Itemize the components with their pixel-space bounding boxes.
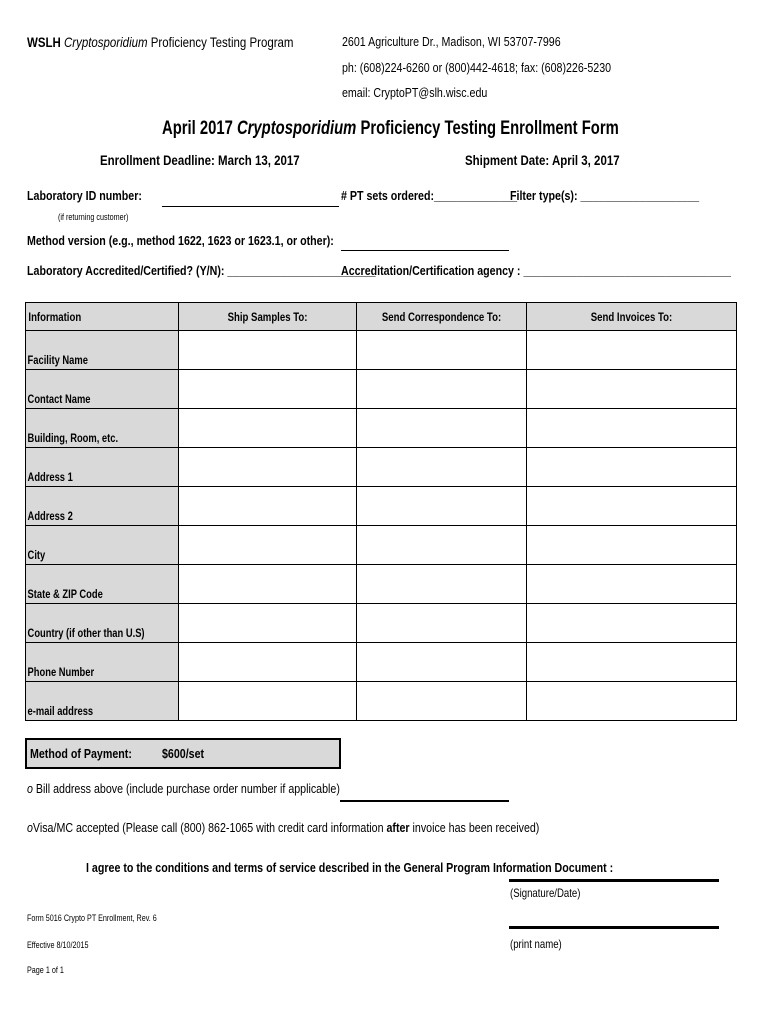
table-row bbox=[26, 409, 737, 448]
input-cell[interactable] bbox=[179, 565, 357, 604]
input-cell[interactable] bbox=[179, 526, 357, 565]
input-cell[interactable] bbox=[527, 643, 737, 682]
input-cell[interactable] bbox=[357, 643, 527, 682]
org-name: WSLH bbox=[27, 34, 61, 50]
org-italic: Cryptosporidium bbox=[63, 34, 148, 50]
row-label: State & ZIP Code bbox=[26, 565, 179, 604]
agency-field[interactable]: Accreditation/Certification agency : ___________________________________ bbox=[341, 263, 731, 278]
input-cell[interactable] bbox=[357, 370, 527, 409]
table-row bbox=[26, 370, 737, 409]
table-row bbox=[26, 331, 737, 370]
header-send-correspondence: Send Correspondence To: bbox=[357, 303, 527, 331]
header-ship-samples: Ship Samples To: bbox=[179, 303, 357, 331]
table-row bbox=[26, 604, 737, 643]
payment-price: $600/set bbox=[162, 746, 205, 761]
input-cell[interactable] bbox=[357, 409, 527, 448]
accredited-field[interactable]: Laboratory Accredited/Certified? (Y/N): _________________________ bbox=[27, 263, 376, 278]
payment-option-bill[interactable] bbox=[27, 781, 340, 796]
payment-label: Method of Payment: bbox=[30, 746, 132, 761]
input-cell[interactable] bbox=[179, 643, 357, 682]
input-cell[interactable] bbox=[357, 448, 527, 487]
option-card-text-a: Visa/MC accepted (Please call (800) 862-1065 with credit card information bbox=[32, 820, 387, 835]
program-name: Proficiency Testing Program bbox=[150, 34, 294, 50]
input-cell[interactable] bbox=[527, 448, 737, 487]
row-label: City bbox=[26, 526, 179, 565]
input-cell[interactable] bbox=[357, 487, 527, 526]
header-send-invoices: Send Invoices To: bbox=[527, 303, 737, 331]
email-line: email: CryptoPT@slh.wisc.edu bbox=[342, 85, 488, 100]
table-header-row bbox=[26, 303, 737, 331]
option-card-text-b: invoice has been received) bbox=[409, 820, 540, 835]
agreement-text: I agree to the conditions and terms of service described in the General Program Information Document : bbox=[86, 860, 614, 875]
table-row bbox=[26, 487, 737, 526]
table-row bbox=[26, 448, 737, 487]
input-cell[interactable] bbox=[179, 409, 357, 448]
input-cell[interactable] bbox=[527, 370, 737, 409]
input-cell[interactable] bbox=[179, 604, 357, 643]
input-cell[interactable] bbox=[527, 526, 737, 565]
header-information: Information bbox=[26, 303, 179, 331]
address-line: 2601 Agriculture Dr., Madison, WI 53707-7996 bbox=[342, 34, 561, 49]
table-row bbox=[26, 565, 737, 604]
input-cell[interactable] bbox=[527, 331, 737, 370]
input-cell[interactable] bbox=[357, 565, 527, 604]
input-cell[interactable] bbox=[179, 487, 357, 526]
filter-type-field[interactable]: Filter type(s): ____________________ bbox=[510, 188, 700, 203]
input-cell[interactable] bbox=[527, 487, 737, 526]
shipment-date: Shipment Date: April 3, 2017 bbox=[465, 152, 620, 168]
payment-option-card[interactable] bbox=[27, 820, 539, 835]
row-label: Country (if other than U.S) bbox=[26, 604, 179, 643]
option-bill-text: Bill address above (include purchase order number if applicable) bbox=[35, 781, 340, 796]
input-cell[interactable] bbox=[357, 331, 527, 370]
row-label: Phone Number bbox=[26, 643, 179, 682]
input-cell[interactable] bbox=[357, 604, 527, 643]
option-card-bold: after bbox=[386, 820, 410, 835]
pt-sets-field[interactable]: # PT sets ordered:______________ bbox=[341, 188, 518, 203]
row-label: Address 2 bbox=[26, 487, 179, 526]
contact-table bbox=[25, 302, 737, 721]
table-row bbox=[26, 643, 737, 682]
row-label: Building, Room, etc. bbox=[26, 409, 179, 448]
method-version-label: Method version (e.g., method 1622, 1623 or 1623.1, or other): bbox=[27, 233, 334, 248]
input-cell[interactable] bbox=[527, 409, 737, 448]
lab-id-field[interactable] bbox=[162, 206, 339, 207]
enrollment-deadline: Enrollment Deadline: March 13, 2017 bbox=[100, 152, 300, 168]
print-name-label: (print name) bbox=[510, 937, 562, 951]
input-cell[interactable] bbox=[527, 604, 737, 643]
form-number: Form 5016 Crypto PT Enrollment, Rev. 6 bbox=[27, 913, 157, 923]
input-cell[interactable] bbox=[357, 526, 527, 565]
title-prefix: April 2017 bbox=[162, 118, 233, 139]
input-cell[interactable] bbox=[527, 565, 737, 604]
signature-label: (Signature/Date) bbox=[510, 886, 581, 900]
input-cell[interactable] bbox=[179, 682, 357, 721]
lab-id-label: Laboratory ID number: bbox=[27, 188, 142, 203]
input-cell[interactable] bbox=[357, 682, 527, 721]
print-name-field[interactable] bbox=[509, 926, 719, 929]
title-italic: Cryptosporidium bbox=[236, 118, 357, 139]
table-row bbox=[26, 682, 737, 721]
effective-date: Effective 8/10/2015 bbox=[27, 940, 89, 950]
signature-field[interactable] bbox=[509, 879, 719, 882]
payment-box bbox=[25, 738, 341, 769]
returning-note: (if returning customer) bbox=[58, 212, 129, 222]
form-title bbox=[162, 118, 619, 140]
input-cell[interactable] bbox=[179, 448, 357, 487]
option-bullet-icon: o bbox=[27, 820, 33, 835]
input-cell[interactable] bbox=[527, 682, 737, 721]
input-cell[interactable] bbox=[179, 331, 357, 370]
row-label: e-mail address bbox=[26, 682, 179, 721]
title-suffix: Proficiency Testing Enrollment Form bbox=[360, 118, 619, 139]
page-number: Page 1 of 1 bbox=[27, 965, 64, 975]
phone-line: ph: (608)224-6260 or (800)442-4618; fax: (608)226-5230 bbox=[342, 60, 612, 75]
method-version-field[interactable] bbox=[341, 250, 509, 251]
program-header bbox=[27, 34, 293, 50]
row-label: Contact Name bbox=[26, 370, 179, 409]
input-cell[interactable] bbox=[179, 370, 357, 409]
row-label: Address 1 bbox=[26, 448, 179, 487]
option-bullet-icon: o bbox=[27, 781, 33, 796]
row-label: Facility Name bbox=[26, 331, 179, 370]
purchase-order-field[interactable] bbox=[340, 800, 509, 802]
table-row bbox=[26, 526, 737, 565]
